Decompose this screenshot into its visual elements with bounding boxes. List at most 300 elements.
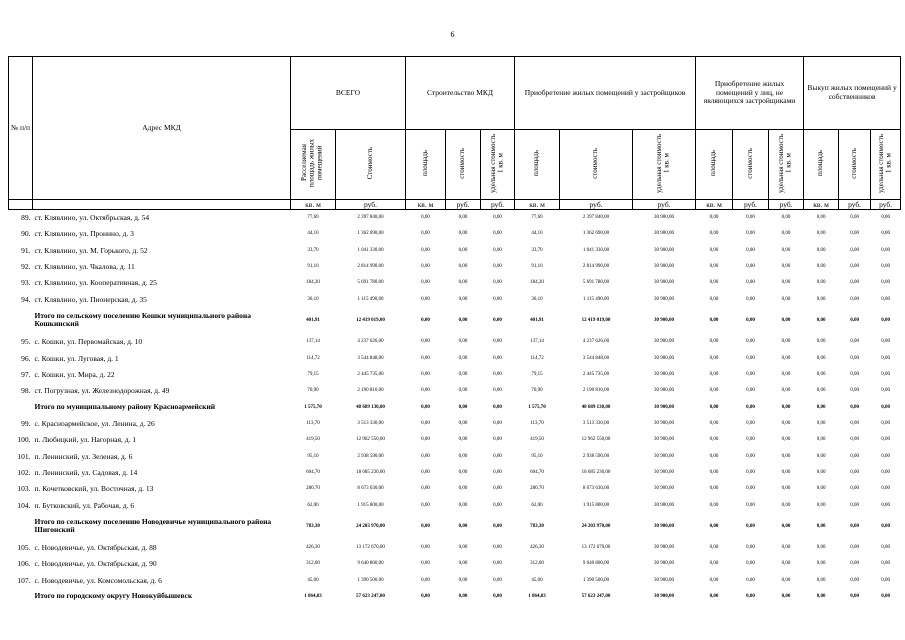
subheader-cell: стоимость	[733, 130, 769, 200]
table-row	[9, 366, 901, 382]
value-cell: 0,00	[781, 577, 791, 583]
value-cell: 0,00	[781, 502, 791, 508]
address-cell: п. Кочетковский, ул. Восточная, д. 13	[34, 484, 154, 494]
value-cell: 0,00	[421, 523, 430, 529]
value-cell: 0,00	[850, 577, 859, 583]
value-cell: 0,00	[850, 469, 859, 475]
value-cell: 45,00	[531, 577, 543, 583]
row-number: 92.	[21, 261, 31, 271]
value-cell: 0,00	[881, 577, 890, 583]
value-cell: 0,00	[458, 388, 468, 394]
value-cell: 0,00	[421, 280, 430, 286]
value-cell: 1 362 690,00	[357, 231, 384, 237]
row-number: 106.	[17, 559, 31, 569]
value-cell: 604,70	[530, 469, 544, 475]
unit-cell: руб.	[633, 199, 696, 209]
unit-cell: руб.	[769, 199, 804, 209]
value-cell: 30 900,00	[654, 502, 675, 508]
table-row	[9, 415, 901, 431]
value-cell: 0,00	[850, 371, 859, 377]
value-cell: 0,00	[421, 355, 430, 361]
value-cell: 3 544 848,00	[582, 355, 610, 361]
value-cell: 0,00	[746, 280, 755, 286]
value-cell: 0,00	[781, 545, 791, 551]
value-cell: 30 900,00	[654, 280, 675, 286]
table-row	[9, 464, 901, 480]
value-cell: 0,00	[746, 231, 755, 237]
value-cell: 12 419 019,00	[356, 317, 385, 323]
value-cell: 0,00	[709, 404, 719, 410]
units-spacer	[33, 199, 291, 209]
value-cell: 0,00	[816, 469, 826, 475]
value-cell: 0,00	[709, 339, 719, 345]
value-cell: 91,10	[307, 263, 319, 269]
value-cell: 0,00	[850, 404, 859, 410]
value-cell: 1 041 330,00	[357, 247, 384, 253]
value-cell: 0,00	[816, 215, 826, 221]
value-cell: 0,00	[709, 263, 719, 269]
value-cell: 0,00	[746, 371, 755, 377]
value-cell: 0,00	[458, 215, 468, 221]
address-cell: Итого по сельскому поселению Кошки муниципального района Кошкинский	[34, 311, 251, 329]
value-cell: 45,00	[307, 577, 319, 583]
value-cell: 33,70	[307, 247, 319, 253]
value-cell: 30 900,00	[654, 247, 675, 253]
value-cell: 0,00	[816, 561, 826, 567]
value-cell: 0,00	[881, 453, 890, 459]
value-cell: 0,00	[746, 215, 755, 221]
value-cell: 604,70	[306, 469, 320, 475]
address-cell: Итого по городскому округу Новокуйбышевск	[34, 591, 193, 601]
row-number	[9, 307, 33, 333]
value-cell: 280,70	[530, 486, 544, 492]
value-cell: 0,00	[493, 355, 502, 361]
value-cell: 0,00	[781, 280, 791, 286]
value-cell: 1 864,83	[304, 594, 322, 600]
row-number: 95.	[21, 337, 31, 347]
value-cell: 0,00	[781, 339, 791, 345]
row-number: 102.	[17, 467, 31, 477]
value-cell: 0,00	[881, 355, 890, 361]
value-cell: 0,00	[421, 577, 430, 583]
value-cell: 0,00	[850, 317, 859, 323]
address-cell: п. Бутковский, ул. Рабочая, д. 6	[34, 500, 135, 510]
value-cell: 0,00	[493, 247, 502, 253]
value-cell: 0,00	[881, 388, 890, 394]
value-cell: 30 900,00	[654, 545, 675, 551]
value-cell: 0,00	[746, 523, 755, 529]
value-cell: 0,00	[421, 545, 430, 551]
row-number: 93.	[21, 278, 31, 288]
value-cell: 0,00	[493, 453, 502, 459]
unit-cell: руб.	[336, 199, 406, 209]
value-cell: 0,00	[746, 355, 755, 361]
value-cell: 0,00	[421, 594, 430, 600]
col-address-header: Адрес МКД	[33, 57, 291, 200]
value-cell: 1 575,70	[304, 404, 322, 410]
value-cell: 0,00	[493, 296, 502, 302]
value-cell: 0,00	[746, 404, 755, 410]
value-cell: 0,00	[746, 502, 755, 508]
value-cell: 0,00	[781, 453, 791, 459]
value-cell: 91,10	[531, 263, 543, 269]
value-cell: 0,00	[746, 296, 755, 302]
value-cell: 184,20	[530, 280, 544, 286]
table-body	[9, 209, 901, 604]
value-cell: 0,00	[458, 339, 468, 345]
unit-cell: руб.	[871, 199, 901, 209]
value-cell: 0,00	[458, 577, 468, 583]
value-cell: 0,00	[746, 420, 755, 426]
value-cell: 0,00	[458, 594, 468, 600]
value-cell: 137,14	[530, 339, 544, 345]
unit-cell: кв. м	[696, 199, 733, 209]
subheader-cell: площадь	[696, 130, 733, 200]
value-cell: 0,00	[709, 231, 719, 237]
value-cell: 30 900,00	[654, 339, 675, 345]
value-cell: 30 900,00	[654, 371, 675, 377]
value-cell: 0,00	[458, 355, 468, 361]
value-cell: 0,00	[493, 317, 502, 323]
value-cell: 0,00	[746, 486, 755, 492]
value-cell: 0,00	[709, 371, 719, 377]
value-cell: 0,00	[781, 215, 791, 221]
value-cell: 1 041 330,00	[582, 247, 610, 253]
value-cell: 0,00	[781, 404, 791, 410]
value-cell: 0,00	[458, 280, 468, 286]
value-cell: 9 640 800,00	[582, 561, 610, 567]
row-number	[9, 589, 33, 605]
page-number: 6	[450, 30, 455, 39]
value-cell: 0,00	[458, 561, 468, 567]
value-cell: 0,00	[881, 263, 890, 269]
value-cell: 30 900,00	[654, 420, 675, 426]
address-cell: п. Ленинский, ул. Садовая, д. 14	[34, 467, 138, 477]
value-cell: 0,00	[493, 486, 502, 492]
address-cell: п. Любицкий, ул. Нагорная, д. 1	[34, 435, 137, 445]
value-cell: 113,70	[306, 420, 320, 426]
value-cell: 0,00	[709, 594, 719, 600]
row-number: 91.	[21, 245, 31, 255]
table-row	[9, 556, 901, 572]
subheader-cell: Стоимость	[336, 130, 406, 200]
value-cell: 0,00	[421, 404, 430, 410]
table-row	[9, 431, 901, 447]
address-cell: Итого по муниципальному району Красноармейский	[34, 401, 216, 411]
address-cell: с. Новодевичье, ул. Октябрьская, д. 90	[34, 559, 157, 569]
value-cell: 0,00	[781, 355, 791, 361]
value-cell: 30 900,00	[654, 561, 675, 567]
value-cell: 0,00	[881, 469, 890, 475]
value-cell: 280,70	[306, 486, 320, 492]
value-cell: 2 445 735,00	[357, 371, 384, 377]
value-cell: 0,00	[781, 317, 791, 323]
value-cell: 1 362 690,00	[582, 231, 610, 237]
value-cell: 4 237 626,00	[357, 339, 384, 345]
value-cell: 4 237 626,00	[582, 339, 610, 345]
value-cell: 0,00	[816, 355, 826, 361]
subheader-cell: площадь	[406, 130, 446, 200]
address-cell: с. Кошки, ул. Первомайская, д. 10	[34, 337, 143, 347]
value-cell: 0,00	[493, 577, 502, 583]
value-cell: 30 900,00	[654, 231, 675, 237]
value-cell: 0,00	[458, 317, 468, 323]
value-cell: 0,00	[421, 453, 430, 459]
value-cell: 0,00	[421, 263, 430, 269]
address-cell: с. Новодевичье, ул. Октябрьская, д. 88	[34, 543, 157, 553]
value-cell: 0,00	[881, 545, 890, 551]
value-cell: 184,20	[306, 280, 320, 286]
value-cell: 0,00	[458, 296, 468, 302]
value-cell: 0,00	[881, 317, 890, 323]
value-cell: 0,00	[816, 404, 826, 410]
value-cell: 0,00	[458, 263, 468, 269]
table-header	[9, 57, 901, 210]
value-cell: 0,00	[709, 545, 719, 551]
value-cell: 0,00	[421, 317, 430, 323]
value-cell: 0,00	[493, 545, 502, 551]
value-cell: 0,00	[781, 388, 791, 394]
value-cell: 0,00	[493, 215, 502, 221]
group-construction-header: Строительство МКД	[406, 57, 515, 130]
value-cell: 30 900,00	[654, 215, 675, 221]
value-cell: 0,00	[781, 247, 791, 253]
value-cell: 0,00	[746, 469, 755, 475]
value-cell: 0,00	[746, 453, 755, 459]
subtotal-row	[9, 399, 901, 415]
value-cell: 0,00	[816, 296, 826, 302]
row-number: 99.	[21, 418, 31, 428]
value-cell: 0,00	[458, 404, 468, 410]
value-cell: 0,00	[458, 247, 468, 253]
value-cell: 30 900,00	[654, 486, 675, 492]
value-cell: 8 673 630,00	[582, 486, 610, 492]
value-cell: 0,00	[850, 231, 859, 237]
table-row	[9, 258, 901, 274]
value-cell: 0,00	[816, 339, 826, 345]
value-cell: 0,00	[746, 545, 755, 551]
value-cell: 0,00	[850, 437, 859, 443]
value-cell: 401,91	[306, 317, 320, 323]
table-row	[9, 333, 901, 349]
value-cell: 0,00	[816, 263, 826, 269]
subheader-cell: площадь	[804, 130, 839, 200]
value-cell: 0,00	[458, 502, 468, 508]
value-cell: 0,00	[458, 437, 468, 443]
value-cell: 0,00	[850, 545, 859, 551]
value-cell: 48 689 130,00	[581, 404, 611, 410]
value-cell: 0,00	[816, 280, 826, 286]
value-cell: 70,90	[531, 388, 543, 394]
value-cell: 0,00	[421, 486, 430, 492]
value-cell: 30 900,00	[654, 523, 675, 529]
unit-cell: кв. м	[804, 199, 839, 209]
value-cell: 0,00	[850, 523, 859, 529]
value-cell: 0,00	[881, 339, 890, 345]
value-cell: 79,15	[307, 371, 319, 377]
value-cell: 3 544 848,00	[357, 355, 384, 361]
value-cell: 24 203 970,00	[356, 523, 385, 529]
subheader-cell: площадь	[515, 130, 560, 200]
value-cell: 0,00	[816, 420, 826, 426]
value-cell: 0,00	[881, 231, 890, 237]
value-cell: 426,30	[530, 545, 544, 551]
col-number-header: № п/п	[9, 57, 33, 200]
value-cell: 312,00	[306, 561, 320, 567]
value-cell: 0,00	[421, 296, 430, 302]
value-cell: 30 900,00	[654, 355, 675, 361]
value-cell: 0,00	[881, 523, 890, 529]
table-row	[9, 291, 901, 307]
value-cell: 0,00	[458, 469, 468, 475]
value-cell: 30 900,00	[654, 263, 675, 269]
value-cell: 0,00	[746, 388, 755, 394]
group-non-developer-header: Приобретение жилых помещений у лиц, не являющихся застройщиками	[696, 57, 804, 130]
value-cell: 30 900,00	[654, 469, 675, 475]
subtotal-row	[9, 307, 901, 333]
value-cell: 114,72	[306, 355, 320, 361]
value-cell: 0,00	[850, 355, 859, 361]
value-cell: 0,00	[881, 280, 890, 286]
row-number: 97.	[21, 369, 31, 379]
value-cell: 0,00	[493, 404, 502, 410]
value-cell: 0,00	[781, 420, 791, 426]
value-cell: 0,00	[781, 263, 791, 269]
value-cell: 113,70	[530, 420, 544, 426]
value-cell: 0,00	[493, 263, 502, 269]
value-cell: 0,00	[850, 594, 859, 600]
value-cell: 62,00	[531, 502, 543, 508]
value-cell: 0,00	[746, 339, 755, 345]
value-cell: 0,00	[493, 469, 502, 475]
value-cell: 30 900,00	[654, 437, 675, 443]
value-cell: 70,90	[307, 388, 319, 394]
value-cell: 0,00	[493, 371, 502, 377]
value-cell: 12 419 019,00	[581, 317, 611, 323]
value-cell: 0,00	[746, 577, 755, 583]
value-cell: 0,00	[493, 420, 502, 426]
subheader-cell: удельная стоимость 1 кв. м	[633, 130, 696, 200]
value-cell: 0,00	[709, 437, 719, 443]
value-cell: 0,00	[458, 371, 468, 377]
value-cell: 0,00	[746, 437, 755, 443]
value-cell: 62,00	[307, 502, 319, 508]
value-cell: 2 190 810,00	[582, 388, 610, 394]
value-cell: 12 962 550,00	[581, 437, 611, 443]
value-cell: 0,00	[816, 437, 826, 443]
value-cell: 426,30	[306, 545, 320, 551]
value-cell: 0,00	[421, 215, 430, 221]
value-cell: 0,00	[493, 280, 502, 286]
value-cell: 0,00	[850, 280, 859, 286]
value-cell: 24 203 970,00	[581, 523, 611, 529]
address-cell: ст. Клявлино, ул. Чкалова, д. 11	[34, 261, 135, 271]
subheader-cell: стоимость	[560, 130, 633, 200]
address-cell: ст. Клявлино, ул. Кооперативная, д. 25	[34, 278, 157, 288]
units-spacer	[9, 199, 33, 209]
value-cell: 0,00	[458, 523, 468, 529]
value-cell: 0,00	[881, 404, 890, 410]
value-cell: 30 900,00	[654, 594, 675, 600]
value-cell: 0,00	[493, 388, 502, 394]
value-cell: 3 513 330,00	[357, 420, 384, 426]
table-row	[9, 226, 901, 242]
group-buyout-header: Выкуп жилых помещений у собственников	[804, 57, 901, 130]
value-cell: 0,00	[881, 561, 890, 567]
value-cell: 0,00	[709, 296, 719, 302]
value-cell: 0,00	[781, 523, 791, 529]
value-cell: 0,00	[850, 247, 859, 253]
value-cell: 0,00	[493, 502, 502, 508]
value-cell: 0,00	[421, 420, 430, 426]
value-cell: 0,00	[421, 502, 430, 508]
value-cell: 0,00	[881, 247, 890, 253]
value-cell: 13 172 670,00	[581, 545, 611, 551]
value-cell: 30 900,00	[654, 453, 675, 459]
value-cell: 137,14	[306, 339, 320, 345]
value-cell: 1 864,83	[528, 594, 546, 600]
value-cell: 0,00	[816, 247, 826, 253]
value-cell: 0,00	[421, 437, 430, 443]
value-cell: 0,00	[781, 594, 791, 600]
value-cell: 30 900,00	[654, 317, 675, 323]
value-cell: 1 390 500,00	[582, 577, 610, 583]
subtotal-row	[9, 513, 901, 539]
row-number: 101.	[17, 451, 31, 461]
value-cell: 0,00	[781, 486, 791, 492]
value-cell: 0,00	[850, 420, 859, 426]
value-cell: 0,00	[881, 502, 890, 508]
value-cell: 95,10	[531, 453, 543, 459]
value-cell: 0,00	[781, 296, 791, 302]
value-cell: 1 575,70	[528, 404, 546, 410]
address-cell: ст. Клявлино, ул. Октябрьская, д. 54	[34, 213, 150, 223]
value-cell: 48 689 130,00	[356, 404, 385, 410]
value-cell: 1 390 500,00	[357, 577, 384, 583]
value-cell: 0,00	[746, 263, 755, 269]
value-cell: 2 814 990,00	[357, 263, 384, 269]
value-cell: 2 190 810,00	[357, 388, 384, 394]
value-cell: 12 962 550,00	[356, 437, 385, 443]
value-cell: 0,00	[850, 486, 859, 492]
value-cell: 0,00	[709, 388, 719, 394]
value-cell: 401,91	[530, 317, 544, 323]
value-cell: 0,00	[781, 371, 791, 377]
row-number: 100.	[17, 435, 31, 445]
value-cell: 0,00	[816, 502, 826, 508]
row-number: 89.	[21, 213, 31, 223]
value-cell: 8 673 630,00	[357, 486, 384, 492]
table-row	[9, 209, 901, 225]
value-cell: 30 900,00	[654, 296, 675, 302]
value-cell: 0,00	[458, 545, 468, 551]
value-cell: 0,00	[709, 317, 719, 323]
value-cell: 1 915 800,00	[582, 502, 610, 508]
unit-cell: кв. м	[515, 199, 560, 209]
value-cell: 79,15	[531, 371, 543, 377]
address-cell: Итого по сельскому поселению Новодевичье муниципального района Шигонский	[34, 517, 272, 535]
row-number: 104.	[17, 500, 31, 510]
value-cell: 0,00	[881, 437, 890, 443]
value-cell: 33,70	[531, 247, 543, 253]
value-cell: 18 685 230,00	[356, 469, 385, 475]
value-cell: 1 115 490,00	[582, 296, 610, 302]
table-row	[9, 275, 901, 291]
row-number: 98.	[21, 386, 31, 396]
unit-cell: кв. м	[406, 199, 446, 209]
value-cell: 0,00	[816, 453, 826, 459]
unit-cell: кв. м	[291, 199, 336, 209]
